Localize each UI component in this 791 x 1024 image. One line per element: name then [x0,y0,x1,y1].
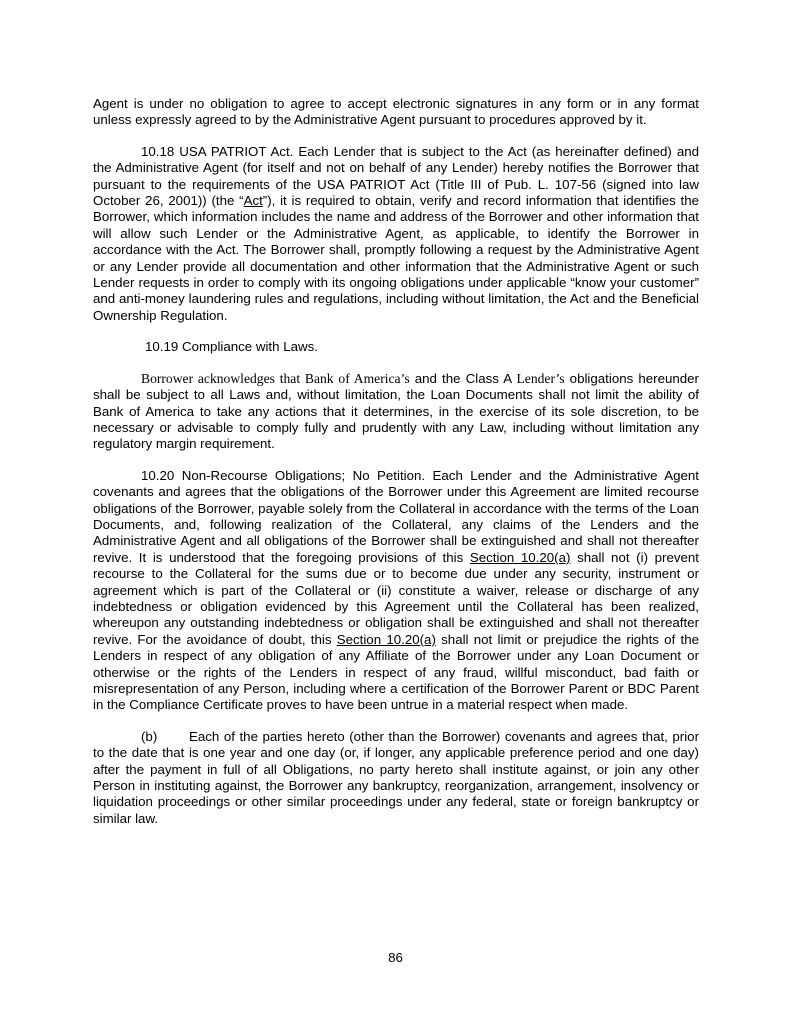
section-10-20-text-c: shall not limit or prejudice the rights of the Lenders in respect of any obligation of any Affiliate of the Borrower under any Loan Document or otherwise or the rights of the Lenders in respect of any fraud, willful misconduct, bad faith or misrepresentation of any Person, including where a certification of the Borrower Parent or BDC Parent in the Compliance Certificate proves to have been untrue in a material respect when made. [93,631,699,713]
act-defined-term: Act [243,193,263,209]
section-10-19-body [93,371,699,453]
section-10-18-text-b: ”), it is required to obtain, verify and record information that identifies the Borrower, which information includes the name and address of the Borrower and other information that will allow such Lender or the Administrative Agent, as applicable, to identify the Borrower in accordance with the Act. The Borrower shall, promptly following a request by the Administrative Agent or any Lender provide all documentation and other information that the Administrative Agent or such Lender requests in order to comply with its ongoing obligations under applicable “know your customer” and anti-money laundering rules and regulations, including without limitation, the Act and the Beneficial Ownership Regulation. [93,193,699,323]
section-heading-text: 10.19 Compliance with Laws. [145,339,318,355]
paragraph-text: Agent is under no obligation to agree to accept electronic signatures in any form or in any format unless expressly agreed to by the Administrative Agent pursuant to procedures approved by it. [93,96,699,128]
section-10-19-text-mid: and the Class A [409,370,517,386]
section-10-18-text-a: 10.18 USA PATRIOT Act. Each Lender that is subject to the Act (as hereinafter defined) and the Administrative Agent (for itself and not on behalf of any Lender) hereby notifies the Borrower that pursuant to the requirements of the USA PATRIOT Act (Title III of Pub. L. 107-56 (signed into law October 26, 2001)) (the “ [93,143,699,209]
serif-text-b: Lender’s [516,370,565,386]
subsection-label: (b) [141,728,158,744]
page-number: 86 [388,950,403,965]
section-10-20 [93,468,699,714]
document-body [93,96,699,827]
section-reference: Section 10.20(a) [469,549,571,565]
section-10-19-heading [93,339,699,355]
serif-text-a: Borrower acknowledges that Bank of America’s [141,370,410,386]
section-reference: Section 10.20(a) [336,631,436,647]
subsection-b [93,729,699,827]
section-10-18 [93,144,699,324]
subsection-b-text: Each of the parties hereto (other than the Borrower) covenants and agrees that, prior to the date that is one year and one day (or, if longer, any applicable preference period and one day) after the payment in full of all Obligations, no party hereto shall institute against, or join any other Person in instituting against, the Borrower any bankruptcy, reorganization, arrangement, insolvency or liquidation proceedings or other similar proceedings under any federal, state or foreign bankruptcy or similar law. [93,728,699,826]
section-10-19-text-rest: obligations hereunder shall be subject to all Laws and, without limitation, the Loan Documents shall not limit the ability of Bank of America to take any actions that it determines, in the exercise of its sole discretion, to be necessary or advisable to comply fully and prudently with any Law, including without limitation any regulatory margin requirement. [93,370,699,452]
section-10-20-text-a: 10.20 Non-Recourse Obligations; No Petition. Each Lender and the Administrative Agent covenants and agrees that the obligations of the Borrower under this Agreement are limited recourse obligations of the Borrower, payable solely from the Collateral in accordance with the terms of the Loan Documents, and, following realization of the Collateral, any claims of the Lenders and the Administrative Agent and all obligations of the Borrower shall be extinguished and shall not thereafter revive. It is understood that the foregoing provisions of this [93,467,699,565]
paragraph-continuation [93,96,699,129]
section-10-20-text-b: shall not (i) prevent recourse to the Collateral for the sums due or to become due under any security, instrument or agreement which is part of the Collateral or (ii) constitute a waiver, release or discharge of any indebtedness or obligation evidenced by this Agreement until the Collateral has been realized, whereupon any outstanding indebtedness or obligation shall be extinguished and shall not thereafter revive. For the avoidance of doubt, this [93,549,699,647]
